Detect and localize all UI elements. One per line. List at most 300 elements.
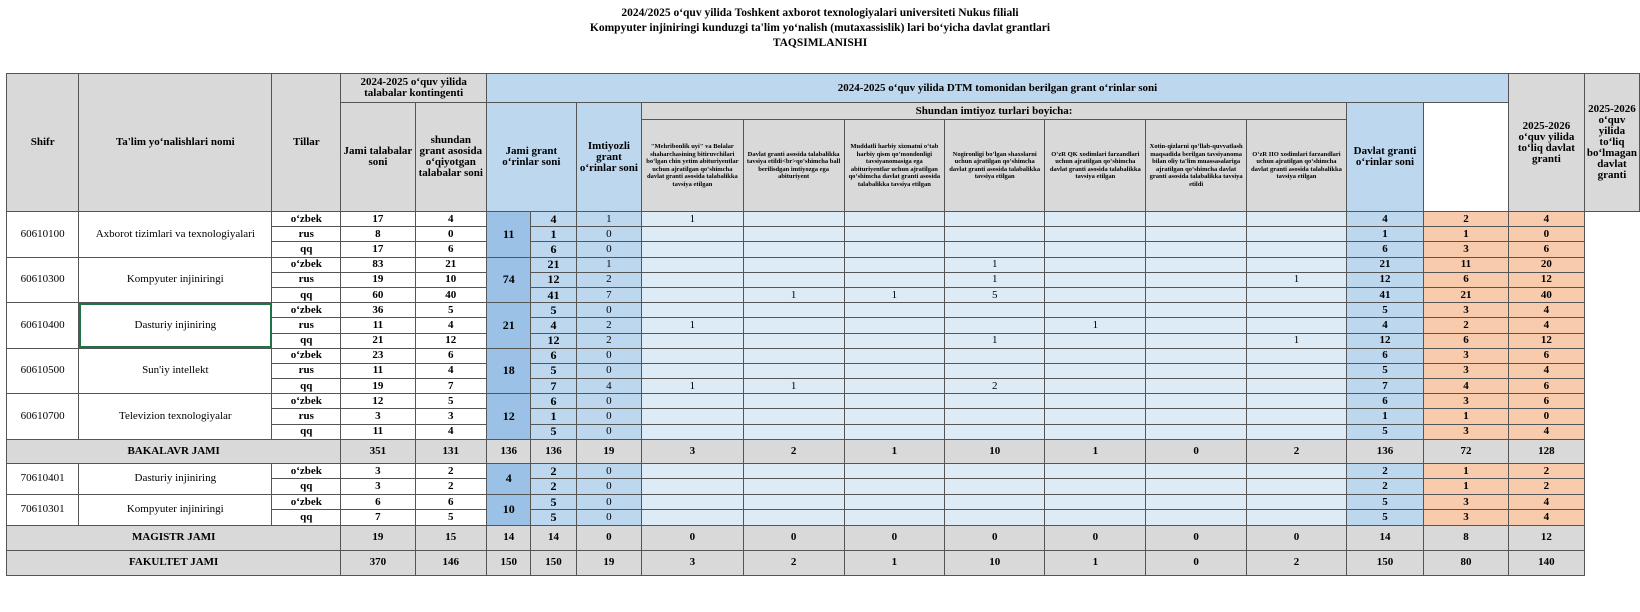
magistr-total-row-value[interactable]: 0 <box>576 525 641 550</box>
cell-jami-talabalar[interactable]: 83 <box>341 257 415 272</box>
cell-toliq[interactable]: 3 <box>1423 394 1508 409</box>
cell-type-6[interactable] <box>1146 479 1246 495</box>
cell-jami-talabalar[interactable]: 23 <box>341 348 415 363</box>
cell-type-4[interactable]: 2 <box>945 379 1045 394</box>
cell-jami-grant-group[interactable]: 21 <box>487 303 531 349</box>
cell-type-6[interactable] <box>1146 494 1246 510</box>
cell-type-6[interactable] <box>1146 333 1246 348</box>
cell-type-4[interactable] <box>945 424 1045 439</box>
cell-jami-grant[interactable]: 21 <box>531 257 576 272</box>
cell-type-1[interactable] <box>642 494 744 510</box>
cell-jami-grant[interactable]: 1 <box>531 409 576 424</box>
cell-imtiyozli[interactable]: 0 <box>576 463 641 479</box>
cell-davlat-granti[interactable]: 7 <box>1347 379 1424 394</box>
cell-type-6[interactable] <box>1146 379 1246 394</box>
cell-type-1[interactable]: 1 <box>642 212 744 227</box>
cell-davlat-granti[interactable]: 1 <box>1347 227 1424 242</box>
cell-imtiyozli[interactable]: 2 <box>576 333 641 348</box>
cell-language[interactable]: qq <box>272 242 341 257</box>
cell-toliq[interactable]: 3 <box>1423 242 1508 257</box>
cell-jami-grant-group[interactable]: 4 <box>487 463 531 494</box>
magistr-total-row-value[interactable]: 12 <box>1508 525 1584 550</box>
cell-type-4[interactable] <box>945 242 1045 257</box>
cell-imtiyozli[interactable]: 2 <box>576 318 641 333</box>
bakalavr-total-row-value[interactable]: 128 <box>1508 439 1584 463</box>
cell-jami-grant[interactable]: 4 <box>531 212 576 227</box>
cell-davlat-granti[interactable]: 4 <box>1347 318 1424 333</box>
cell-davlat-granti[interactable]: 5 <box>1347 494 1424 510</box>
cell-language[interactable]: rus <box>272 272 341 287</box>
cell-type-6[interactable] <box>1146 348 1246 363</box>
cell-toliq[interactable]: 3 <box>1423 424 1508 439</box>
cell-imtiyozli[interactable]: 0 <box>576 510 641 526</box>
cell-language[interactable]: qq <box>272 379 341 394</box>
cell-type-3[interactable] <box>844 379 945 394</box>
cell-type-1[interactable] <box>642 424 744 439</box>
magistr-total-row-value[interactable]: 15 <box>415 525 487 550</box>
cell-language[interactable]: qq <box>272 287 341 302</box>
cell-program-name[interactable]: Axborot tizimlari va texnologiyalari <box>79 212 272 258</box>
fakultet-total-row-value[interactable]: 146 <box>415 550 487 575</box>
cell-type-2[interactable] <box>743 479 844 495</box>
bakalavr-total-row-value[interactable]: 351 <box>341 439 415 463</box>
cell-type-5[interactable] <box>1045 379 1146 394</box>
cell-type-1[interactable] <box>642 333 744 348</box>
cell-type-1[interactable] <box>642 409 744 424</box>
cell-language[interactable]: oʻzbek <box>272 348 341 363</box>
cell-jami-talabalar[interactable]: 60 <box>341 287 415 302</box>
cell-toliq-emas[interactable]: 4 <box>1508 363 1584 378</box>
cell-type-2[interactable] <box>743 394 844 409</box>
cell-type-1[interactable] <box>642 510 744 526</box>
cell-type-7[interactable] <box>1246 379 1346 394</box>
cell-toliq[interactable]: 1 <box>1423 463 1508 479</box>
cell-grant-talabalar[interactable]: 40 <box>415 287 487 302</box>
cell-language[interactable]: rus <box>272 409 341 424</box>
fakultet-total-row-value[interactable]: 3 <box>642 550 744 575</box>
cell-davlat-granti[interactable]: 5 <box>1347 363 1424 378</box>
cell-type-6[interactable] <box>1146 363 1246 378</box>
cell-type-1[interactable]: 1 <box>642 318 744 333</box>
cell-type-2[interactable] <box>743 318 844 333</box>
cell-type-4[interactable]: 5 <box>945 287 1045 302</box>
cell-toliq-emas[interactable]: 4 <box>1508 424 1584 439</box>
cell-grant-talabalar[interactable]: 4 <box>415 212 487 227</box>
cell-type-5[interactable] <box>1045 409 1146 424</box>
cell-type-5[interactable]: 1 <box>1045 318 1146 333</box>
cell-type-4[interactable] <box>945 394 1045 409</box>
cell-type-6[interactable] <box>1146 318 1246 333</box>
cell-language[interactable]: oʻzbek <box>272 212 341 227</box>
cell-type-6[interactable] <box>1146 424 1246 439</box>
cell-type-7[interactable] <box>1246 510 1346 526</box>
cell-toliq-emas[interactable]: 6 <box>1508 348 1584 363</box>
cell-shifr[interactable]: 60610500 <box>7 348 79 394</box>
cell-type-6[interactable] <box>1146 463 1246 479</box>
cell-jami-grant[interactable]: 6 <box>531 242 576 257</box>
cell-type-1[interactable] <box>642 348 744 363</box>
cell-jami-talabalar[interactable]: 19 <box>341 272 415 287</box>
fakultet-total-row-value[interactable]: 2 <box>1246 550 1346 575</box>
cell-toliq-emas[interactable]: 12 <box>1508 272 1584 287</box>
cell-shifr[interactable]: 70610401 <box>7 463 79 494</box>
cell-type-3[interactable] <box>844 494 945 510</box>
cell-type-6[interactable] <box>1146 409 1246 424</box>
cell-davlat-granti[interactable]: 2 <box>1347 479 1424 495</box>
cell-type-3[interactable] <box>844 424 945 439</box>
bakalavr-total-row-value[interactable]: 2 <box>743 439 844 463</box>
cell-jami-talabalar[interactable]: 3 <box>341 409 415 424</box>
cell-grant-talabalar[interactable]: 6 <box>415 348 487 363</box>
cell-jami-grant[interactable]: 12 <box>531 272 576 287</box>
cell-type-6[interactable] <box>1146 272 1246 287</box>
cell-type-5[interactable] <box>1045 510 1146 526</box>
cell-toliq[interactable]: 1 <box>1423 227 1508 242</box>
fakultet-total-row-value[interactable]: 2 <box>743 550 844 575</box>
cell-toliq-emas[interactable]: 6 <box>1508 379 1584 394</box>
bakalavr-total-row-value[interactable]: 72 <box>1423 439 1508 463</box>
fakultet-total-row-value[interactable]: 10 <box>945 550 1045 575</box>
cell-toliq[interactable]: 2 <box>1423 212 1508 227</box>
cell-type-1[interactable] <box>642 257 744 272</box>
fakultet-total-row-value[interactable]: 150 <box>531 550 576 575</box>
cell-type-7[interactable] <box>1246 348 1346 363</box>
bakalavr-total-row-value[interactable]: 10 <box>945 439 1045 463</box>
cell-type-3[interactable] <box>844 479 945 495</box>
cell-toliq[interactable]: 3 <box>1423 348 1508 363</box>
cell-program-name[interactable]: Kompyuter injiniringi <box>79 494 272 525</box>
cell-grant-talabalar[interactable]: 5 <box>415 510 487 526</box>
cell-type-7[interactable] <box>1246 287 1346 302</box>
cell-grant-talabalar[interactable]: 4 <box>415 363 487 378</box>
cell-type-2[interactable] <box>743 333 844 348</box>
cell-type-2[interactable] <box>743 303 844 318</box>
cell-jami-talabalar[interactable]: 19 <box>341 379 415 394</box>
cell-toliq[interactable]: 6 <box>1423 333 1508 348</box>
cell-toliq-emas[interactable]: 0 <box>1508 227 1584 242</box>
cell-toliq-emas[interactable]: 12 <box>1508 333 1584 348</box>
cell-jami-grant-group[interactable]: 11 <box>487 212 531 258</box>
cell-program-name[interactable]: Dasturiy injiniring <box>79 463 272 494</box>
cell-type-5[interactable] <box>1045 303 1146 318</box>
cell-imtiyozli[interactable]: 4 <box>576 379 641 394</box>
cell-davlat-granti[interactable]: 41 <box>1347 287 1424 302</box>
fakultet-total-row-value[interactable]: 150 <box>1347 550 1424 575</box>
cell-type-7[interactable] <box>1246 424 1346 439</box>
cell-imtiyozli[interactable]: 0 <box>576 348 641 363</box>
cell-type-4[interactable] <box>945 212 1045 227</box>
cell-davlat-granti[interactable]: 5 <box>1347 510 1424 526</box>
cell-toliq[interactable]: 1 <box>1423 479 1508 495</box>
cell-type-7[interactable] <box>1246 409 1346 424</box>
cell-type-2[interactable] <box>743 510 844 526</box>
cell-davlat-granti[interactable]: 2 <box>1347 463 1424 479</box>
cell-language[interactable]: rus <box>272 318 341 333</box>
cell-imtiyozli[interactable]: 1 <box>576 212 641 227</box>
cell-type-1[interactable] <box>642 242 744 257</box>
cell-grant-talabalar[interactable]: 0 <box>415 227 487 242</box>
cell-grant-talabalar[interactable]: 12 <box>415 333 487 348</box>
cell-type-1[interactable] <box>642 303 744 318</box>
cell-jami-grant[interactable]: 5 <box>531 363 576 378</box>
cell-toliq-emas[interactable]: 4 <box>1508 303 1584 318</box>
cell-type-4[interactable] <box>945 463 1045 479</box>
cell-shifr[interactable]: 60610400 <box>7 303 79 349</box>
magistr-total-row-value[interactable]: 19 <box>341 525 415 550</box>
cell-type-1[interactable] <box>642 272 744 287</box>
cell-imtiyozli[interactable]: 0 <box>576 479 641 495</box>
cell-grant-talabalar[interactable]: 5 <box>415 394 487 409</box>
cell-type-7[interactable] <box>1246 394 1346 409</box>
bakalavr-total-row-value[interactable]: 1 <box>844 439 945 463</box>
bakalavr-total-row-value[interactable]: 1 <box>1045 439 1146 463</box>
cell-toliq-emas[interactable]: 4 <box>1508 318 1584 333</box>
cell-language[interactable]: oʻzbek <box>272 394 341 409</box>
magistr-total-row-value[interactable]: 8 <box>1423 525 1508 550</box>
cell-jami-talabalar[interactable]: 17 <box>341 212 415 227</box>
magistr-total-row-value[interactable]: 0 <box>1045 525 1146 550</box>
cell-type-3[interactable] <box>844 242 945 257</box>
cell-language[interactable]: oʻzbek <box>272 494 341 510</box>
cell-type-2[interactable] <box>743 494 844 510</box>
cell-imtiyozli[interactable]: 1 <box>576 257 641 272</box>
cell-type-5[interactable] <box>1045 272 1146 287</box>
cell-type-2[interactable] <box>743 212 844 227</box>
cell-type-1[interactable] <box>642 363 744 378</box>
cell-jami-grant[interactable]: 1 <box>531 227 576 242</box>
cell-type-5[interactable] <box>1045 212 1146 227</box>
cell-toliq-emas[interactable]: 4 <box>1508 494 1584 510</box>
cell-language[interactable]: qq <box>272 424 341 439</box>
cell-toliq-emas[interactable]: 2 <box>1508 479 1584 495</box>
cell-type-2[interactable] <box>743 424 844 439</box>
magistr-total-row-value[interactable]: 0 <box>1146 525 1246 550</box>
cell-imtiyozli[interactable]: 0 <box>576 424 641 439</box>
cell-imtiyozli[interactable]: 0 <box>576 409 641 424</box>
cell-type-5[interactable] <box>1045 363 1146 378</box>
cell-davlat-granti[interactable]: 6 <box>1347 394 1424 409</box>
cell-davlat-granti[interactable]: 6 <box>1347 348 1424 363</box>
cell-type-1[interactable]: 1 <box>642 379 744 394</box>
magistr-total-row-value[interactable]: 0 <box>844 525 945 550</box>
cell-davlat-granti[interactable]: 1 <box>1347 409 1424 424</box>
cell-jami-grant[interactable]: 6 <box>531 394 576 409</box>
cell-jami-talabalar[interactable]: 7 <box>341 510 415 526</box>
cell-davlat-granti[interactable]: 21 <box>1347 257 1424 272</box>
cell-type-5[interactable] <box>1045 348 1146 363</box>
cell-type-2[interactable] <box>743 409 844 424</box>
cell-language[interactable]: oʻzbek <box>272 303 341 318</box>
cell-type-5[interactable] <box>1045 242 1146 257</box>
magistr-total-row-value[interactable]: 0 <box>743 525 844 550</box>
cell-jami-grant[interactable]: 5 <box>531 303 576 318</box>
cell-type-1[interactable] <box>642 287 744 302</box>
cell-type-3[interactable] <box>844 409 945 424</box>
cell-jami-grant[interactable]: 41 <box>531 287 576 302</box>
magistr-total-row-label[interactable]: MAGISTR JAMI <box>7 525 341 550</box>
magistr-total-row-value[interactable]: 0 <box>642 525 744 550</box>
cell-type-7[interactable] <box>1246 363 1346 378</box>
cell-type-2[interactable] <box>743 227 844 242</box>
cell-type-7[interactable]: 1 <box>1246 272 1346 287</box>
cell-language[interactable]: oʻzbek <box>272 257 341 272</box>
bakalavr-total-row-value[interactable]: 136 <box>487 439 531 463</box>
cell-type-4[interactable] <box>945 348 1045 363</box>
magistr-total-row-value[interactable]: 0 <box>1246 525 1346 550</box>
cell-type-7[interactable] <box>1246 303 1346 318</box>
cell-toliq[interactable]: 11 <box>1423 257 1508 272</box>
cell-type-3[interactable]: 1 <box>844 287 945 302</box>
cell-jami-grant-group[interactable]: 74 <box>487 257 531 303</box>
cell-type-5[interactable] <box>1045 287 1146 302</box>
cell-davlat-granti[interactable]: 12 <box>1347 272 1424 287</box>
cell-type-2[interactable] <box>743 463 844 479</box>
cell-toliq[interactable]: 3 <box>1423 510 1508 526</box>
cell-jami-talabalar[interactable]: 3 <box>341 463 415 479</box>
cell-toliq[interactable]: 3 <box>1423 303 1508 318</box>
cell-grant-talabalar[interactable]: 6 <box>415 494 487 510</box>
cell-type-4[interactable] <box>945 510 1045 526</box>
cell-jami-talabalar[interactable]: 17 <box>341 242 415 257</box>
cell-program-name[interactable]: Televizion texnologiyalar <box>79 394 272 440</box>
cell-program-name[interactable]: Dasturiy injiniring <box>79 303 272 349</box>
bakalavr-total-row-value[interactable]: 0 <box>1146 439 1246 463</box>
magistr-total-row-value[interactable]: 14 <box>531 525 576 550</box>
cell-type-5[interactable] <box>1045 494 1146 510</box>
bakalavr-total-row-value[interactable]: 131 <box>415 439 487 463</box>
cell-imtiyozli[interactable]: 0 <box>576 363 641 378</box>
cell-jami-grant[interactable]: 2 <box>531 479 576 495</box>
cell-grant-talabalar[interactable]: 7 <box>415 379 487 394</box>
cell-imtiyozli[interactable]: 0 <box>576 242 641 257</box>
cell-type-5[interactable] <box>1045 424 1146 439</box>
cell-jami-grant[interactable]: 7 <box>531 379 576 394</box>
cell-shifr[interactable]: 60610700 <box>7 394 79 440</box>
fakultet-total-row-value[interactable]: 19 <box>576 550 641 575</box>
magistr-total-row-value[interactable]: 14 <box>1347 525 1424 550</box>
cell-type-2[interactable] <box>743 363 844 378</box>
cell-type-4[interactable]: 1 <box>945 333 1045 348</box>
cell-grant-talabalar[interactable]: 5 <box>415 303 487 318</box>
cell-type-4[interactable] <box>945 303 1045 318</box>
cell-davlat-granti[interactable]: 6 <box>1347 242 1424 257</box>
cell-type-7[interactable] <box>1246 494 1346 510</box>
fakultet-total-row-value[interactable]: 150 <box>487 550 531 575</box>
cell-toliq-emas[interactable]: 6 <box>1508 394 1584 409</box>
cell-davlat-granti[interactable]: 4 <box>1347 212 1424 227</box>
cell-type-7[interactable] <box>1246 463 1346 479</box>
cell-type-3[interactable] <box>844 212 945 227</box>
cell-type-6[interactable] <box>1146 257 1246 272</box>
cell-type-3[interactable] <box>844 394 945 409</box>
cell-jami-talabalar[interactable]: 6 <box>341 494 415 510</box>
bakalavr-total-row-value[interactable]: 136 <box>531 439 576 463</box>
bakalavr-total-row-value[interactable]: 136 <box>1347 439 1424 463</box>
cell-type-2[interactable] <box>743 272 844 287</box>
cell-type-2[interactable]: 1 <box>743 287 844 302</box>
cell-jami-talabalar[interactable]: 12 <box>341 394 415 409</box>
cell-type-5[interactable] <box>1045 333 1146 348</box>
cell-language[interactable]: oʻzbek <box>272 463 341 479</box>
cell-program-name[interactable]: Sun'iy intellekt <box>79 348 272 394</box>
bakalavr-total-row-value[interactable]: 3 <box>642 439 744 463</box>
cell-type-7[interactable]: 1 <box>1246 333 1346 348</box>
cell-imtiyozli[interactable]: 0 <box>576 394 641 409</box>
cell-grant-talabalar[interactable]: 4 <box>415 424 487 439</box>
cell-jami-grant[interactable]: 12 <box>531 333 576 348</box>
cell-language[interactable]: qq <box>272 479 341 495</box>
cell-jami-grant[interactable]: 5 <box>531 494 576 510</box>
cell-grant-talabalar[interactable]: 21 <box>415 257 487 272</box>
cell-jami-grant-group[interactable]: 10 <box>487 494 531 525</box>
fakultet-total-row-value[interactable]: 370 <box>341 550 415 575</box>
cell-type-4[interactable]: 1 <box>945 272 1045 287</box>
bakalavr-total-row-value[interactable]: 19 <box>576 439 641 463</box>
cell-jami-grant[interactable]: 4 <box>531 318 576 333</box>
cell-davlat-granti[interactable]: 5 <box>1347 303 1424 318</box>
cell-jami-grant-group[interactable]: 18 <box>487 348 531 394</box>
cell-language[interactable]: qq <box>272 510 341 526</box>
cell-toliq[interactable]: 1 <box>1423 409 1508 424</box>
fakultet-total-row-value[interactable]: 1 <box>1045 550 1146 575</box>
cell-type-3[interactable] <box>844 348 945 363</box>
cell-type-1[interactable] <box>642 463 744 479</box>
cell-toliq-emas[interactable]: 4 <box>1508 212 1584 227</box>
cell-jami-grant-group[interactable]: 12 <box>487 394 531 440</box>
cell-jami-talabalar[interactable]: 11 <box>341 363 415 378</box>
cell-jami-talabalar[interactable]: 3 <box>341 479 415 495</box>
cell-type-3[interactable] <box>844 463 945 479</box>
cell-type-4[interactable]: 1 <box>945 257 1045 272</box>
cell-type-3[interactable] <box>844 318 945 333</box>
cell-type-6[interactable] <box>1146 242 1246 257</box>
cell-type-7[interactable] <box>1246 242 1346 257</box>
cell-type-6[interactable] <box>1146 212 1246 227</box>
cell-type-5[interactable] <box>1045 479 1146 495</box>
cell-type-3[interactable] <box>844 303 945 318</box>
cell-jami-grant[interactable]: 6 <box>531 348 576 363</box>
cell-type-5[interactable] <box>1045 394 1146 409</box>
cell-type-2[interactable] <box>743 348 844 363</box>
cell-davlat-granti[interactable]: 12 <box>1347 333 1424 348</box>
cell-type-3[interactable] <box>844 363 945 378</box>
cell-type-1[interactable] <box>642 227 744 242</box>
cell-davlat-granti[interactable]: 5 <box>1347 424 1424 439</box>
cell-jami-talabalar[interactable]: 36 <box>341 303 415 318</box>
cell-toliq-emas[interactable]: 0 <box>1508 409 1584 424</box>
cell-grant-talabalar[interactable]: 2 <box>415 479 487 495</box>
cell-jami-talabalar[interactable]: 21 <box>341 333 415 348</box>
cell-type-7[interactable] <box>1246 479 1346 495</box>
cell-type-6[interactable] <box>1146 394 1246 409</box>
cell-toliq[interactable]: 21 <box>1423 287 1508 302</box>
cell-toliq[interactable]: 3 <box>1423 494 1508 510</box>
magistr-total-row-value[interactable]: 14 <box>487 525 531 550</box>
cell-jami-talabalar[interactable]: 8 <box>341 227 415 242</box>
cell-toliq[interactable]: 3 <box>1423 363 1508 378</box>
cell-shifr[interactable]: 70610301 <box>7 494 79 525</box>
bakalavr-total-row-value[interactable]: 2 <box>1246 439 1346 463</box>
cell-jami-grant[interactable]: 5 <box>531 510 576 526</box>
cell-toliq[interactable]: 4 <box>1423 379 1508 394</box>
cell-type-3[interactable] <box>844 333 945 348</box>
cell-type-5[interactable] <box>1045 463 1146 479</box>
cell-grant-talabalar[interactable]: 6 <box>415 242 487 257</box>
cell-imtiyozli[interactable]: 0 <box>576 494 641 510</box>
cell-shifr[interactable]: 60610100 <box>7 212 79 258</box>
cell-type-3[interactable] <box>844 227 945 242</box>
cell-type-6[interactable] <box>1146 303 1246 318</box>
